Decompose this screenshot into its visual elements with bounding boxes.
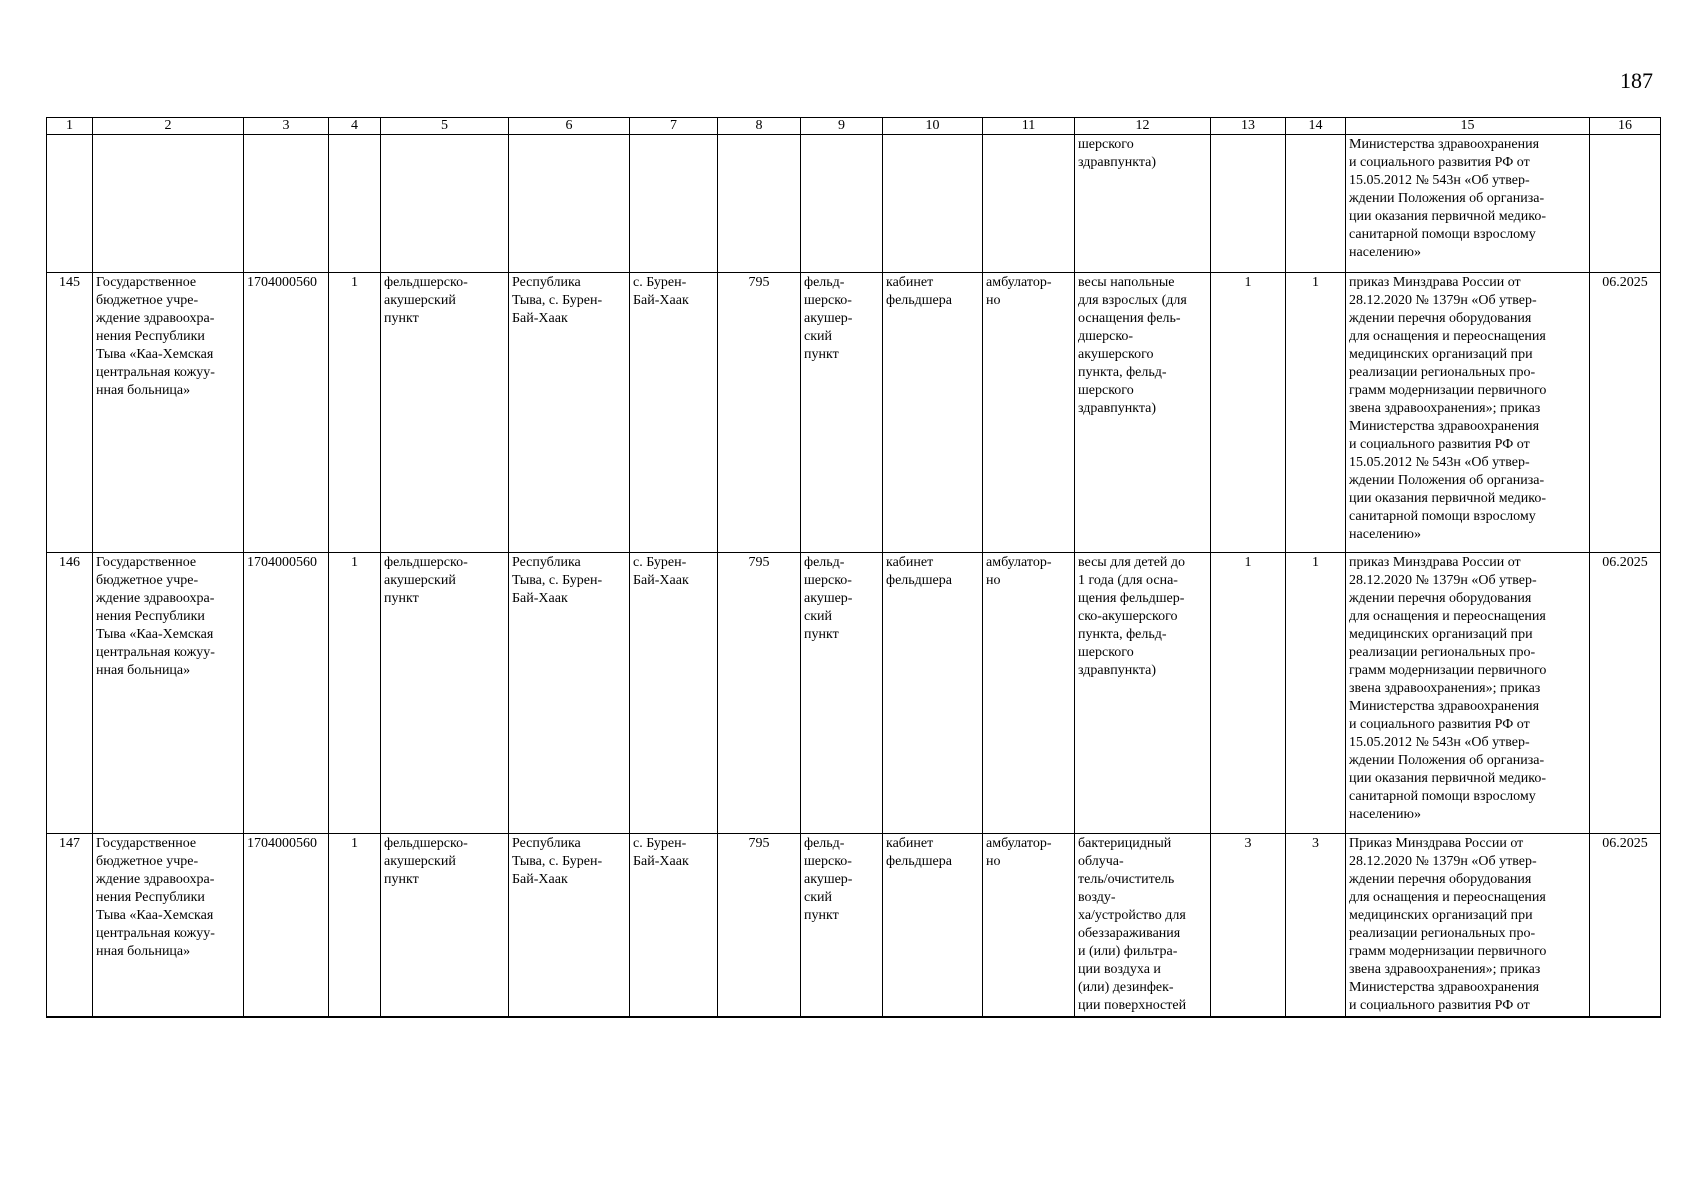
care-type-cell: амбулатор- но (986, 555, 1052, 588)
quantity-cell: 3 (1244, 836, 1252, 851)
date-cell: 06.2025 (1602, 555, 1648, 570)
table-row (47, 553, 1661, 834)
column-header: 15 (1346, 118, 1590, 135)
date-cell: 06.2025 (1602, 275, 1648, 290)
column-header: 16 (1590, 118, 1661, 135)
quantity-cell: 1 (1312, 275, 1319, 290)
equipment-register-table (46, 117, 1661, 1018)
continuation-row (47, 135, 1661, 273)
unit-type-cell: фельдшерско- акушерский пункт (384, 555, 468, 606)
column-header: 10 (883, 118, 983, 135)
equipment-cell: весы напольные для взрослых (для оснащения фель- дшерско- акушерского пункта, фельд- шерского здравпункта) (1078, 275, 1187, 416)
row-number-cell: 145 (59, 275, 80, 290)
address-cell: Республика Тыва, с. Бурен- Бай-Хаак (512, 836, 603, 887)
equipment-cell: весы для детей до 1 года (для осна- щения фельдшер- ско-акушерского пункта, фельд- шерского здравпункта) (1078, 555, 1186, 678)
subdivision-cell: фельд- шерско- акушер- ский пункт (804, 836, 853, 923)
row-number-cell: 146 (59, 555, 80, 570)
column-header: 12 (1075, 118, 1211, 135)
address-cell: Республика Тыва, с. Бурен- Бай-Хаак (512, 275, 603, 326)
column-header: 8 (718, 118, 801, 135)
column-header: 14 (1286, 118, 1346, 135)
address-cell: Республика Тыва, с. Бурен- Бай-Хаак (512, 555, 603, 606)
column-header: 2 (93, 118, 244, 135)
date-cell: 06.2025 (1602, 836, 1648, 851)
table-row (47, 834, 1661, 1018)
basis-cell: приказ Минздрава России от 28.12.2020 № 1379н «Об утвер- ждении перечня оборудования для оснащения и переоснащения медицинских организаций при реализации региональных про- грамм модернизации первичного звена здравоохранения»; приказ Министерства здравоохранения и социального развития РФ от 15.05.2012 № 543н «Об утвер- ждении Положения об организа- ции оказания первичной медико- санитарной помощи взрослому населению» (1349, 555, 1547, 822)
basis-cell: Министерства здравоохранения и социального развития РФ от 15.05.2012 № 543н «Об утвер- ждении Положения об организа- ции оказания первичной медико- санитарной помощи взрослому населению» (1349, 137, 1547, 260)
code-cell: 1704000560 (247, 836, 317, 851)
organization-cell: Государственное бюджетное учре- ждение здравоохра- нения Республики Тыва «Каа-Хемская центральная кожуу- нная больница» (96, 555, 215, 678)
col8-cell: 795 (748, 836, 770, 851)
col4-cell: 1 (351, 275, 358, 290)
quantity-cell: 1 (1312, 555, 1319, 570)
column-header: 11 (983, 118, 1075, 135)
col8-cell: 795 (748, 275, 770, 290)
col4-cell: 1 (351, 555, 358, 570)
column-header: 9 (801, 118, 883, 135)
care-type-cell: амбулатор- но (986, 836, 1052, 869)
row-number-cell: 147 (59, 836, 80, 851)
equipment-cell: бактерицидный облуча- тель/очиститель возду- ха/устройство для обеззараживания и (или) фильтра- ции воздуха и (или) дезинфек- ции поверхностей (1078, 836, 1187, 1013)
code-cell: 1704000560 (247, 275, 317, 290)
quantity-cell: 1 (1244, 275, 1252, 290)
column-header: 13 (1211, 118, 1286, 135)
column-header: 3 (244, 118, 329, 135)
quantity-cell: 3 (1312, 836, 1319, 851)
col4-cell: 1 (351, 836, 358, 851)
locality-cell: с. Бурен- Бай-Хаак (633, 275, 689, 308)
quantity-cell: 1 (1244, 555, 1252, 570)
room-cell: кабинет фельдшера (886, 836, 952, 869)
column-header: 6 (509, 118, 630, 135)
unit-type-cell: фельдшерско- акушерский пункт (384, 275, 468, 326)
basis-cell: Приказ Минздрава России от 28.12.2020 № 1379н «Об утвер- ждении перечня оборудования для оснащения и переоснащения медицинских организаций при реализации региональных про- грамм модернизации первичного звена здравоохранения»; приказ Министерства здравоохранения и социального развития РФ от (1349, 836, 1547, 1013)
locality-cell: с. Бурен- Бай-Хаак (633, 836, 689, 869)
basis-cell: приказ Минздрава России от 28.12.2020 № 1379н «Об утвер- ждении перечня оборудования для оснащения и переоснащения медицинских организаций при реализации региональных про- грамм модернизации первичного звена здравоохранения»; приказ Министерства здравоохранения и социального развития РФ от 15.05.2012 № 543н «Об утвер- ждении Положения об организа- ции оказания первичной медико- санитарной помощи взрослому населению» (1349, 275, 1547, 542)
code-cell: 1704000560 (247, 555, 317, 570)
column-header: 7 (630, 118, 718, 135)
column-number-header-row (47, 118, 1661, 135)
room-cell: кабинет фельдшера (886, 555, 952, 588)
col8-cell: 795 (748, 555, 770, 570)
table-row (47, 273, 1661, 553)
subdivision-cell: фельд- шерско- акушер- ский пункт (804, 555, 853, 642)
organization-cell: Государственное бюджетное учре- ждение здравоохра- нения Республики Тыва «Каа-Хемская центральная кожуу- нная больница» (96, 836, 215, 959)
column-header: 1 (47, 118, 93, 135)
organization-cell: Государственное бюджетное учре- ждение здравоохра- нения Республики Тыва «Каа-Хемская центральная кожуу- нная больница» (96, 275, 215, 398)
equipment-cell: шерского здравпункта) (1078, 137, 1156, 170)
room-cell: кабинет фельдшера (886, 275, 952, 308)
column-header: 4 (329, 118, 381, 135)
column-header: 5 (381, 118, 509, 135)
page-number: 187 (1620, 68, 1653, 93)
unit-type-cell: фельдшерско- акушерский пункт (384, 836, 468, 887)
care-type-cell: амбулатор- но (986, 275, 1052, 308)
locality-cell: с. Бурен- Бай-Хаак (633, 555, 689, 588)
subdivision-cell: фельд- шерско- акушер- ский пункт (804, 275, 853, 362)
